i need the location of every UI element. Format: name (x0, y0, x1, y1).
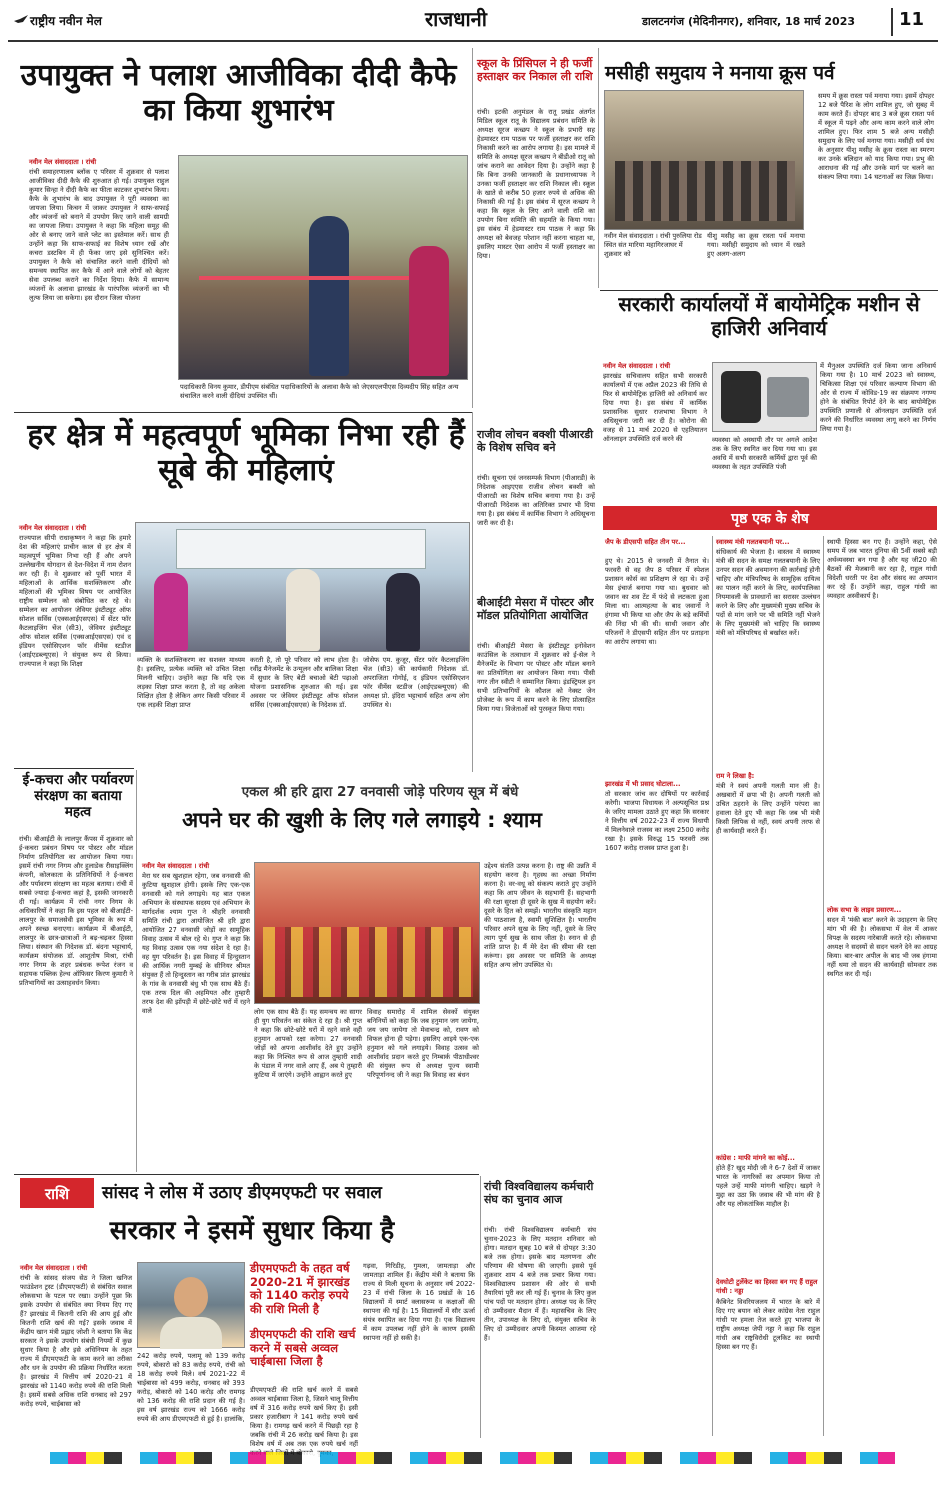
s10-sidebox2: डीएमएफटी की राशि खर्च करने में सबसे अव्वल चाईबासा जिला है (250, 1327, 356, 1369)
row-rule (14, 1174, 479, 1175)
s5-photo (135, 522, 470, 652)
s9-byline: नवीन मेल संवाददाता । रांची (142, 862, 210, 870)
s3-caption: नवीन मेल संवाददाता । रांची पुरुलिया रोड स्थित संत मारिया महागिरजाघर में शुक्रवार को (604, 232, 702, 258)
s10-col2: 242 करोड़ रुपये, पलामू को 139 करोड़ रुपये, बोकारो को 83 करोड़ रुपये, रांची को 18 करोड़ रुपये मिले। वर्ष 2021-22 में चाईबासा को 499 करोड़, धनबाद को 393 करोड़, बोकारो को 140 करोड़ और रामगढ़ को 136 करोड़ की राशि प्रदान की गई है। इस वर्ष झारखंड राज्य को 1666 करोड़ रुपये की आय डीएमएफटी से हुई है। हालांकि, (137, 1352, 245, 1423)
page-number: 11 (899, 9, 925, 30)
s9-photo-couples (263, 927, 473, 997)
s12-c2: संधिकार्य की भेजता है। वास्तव में स्वास्थ्य मंत्री की सदन के समक्ष गलतबयानी के लिए उनपर सदन की अवमानना की कार्रवाई होनी चाहिए और मंत्रिपरिषद के सामूहिक दायित्व का पालन नहीं करने के लिए, कार्यपालिका नियमावली के प्रावधानों का सरासर उल्लंघन करने के लिए और मुख्यमंत्री मुख्य सचिव के पदों से मांग जाने पर भी समिति नहीं भेजने के लिए मुख्यमंत्री को चाहिए कि स्वास्थ्य मंत्री को मंत्रिपरिषद से बर्खास्त करें। (716, 548, 820, 637)
s5-col2: व्यक्ति के सशक्तिकरण का सशक्त माध्यम है। इसलिए, प्रत्येक व्यक्ति को उचित शिक्षा मिलनी चाहिए। उन्होंने कहा कि यदि एक लड़का शिक्षा प्राप्त करता है, तो वह अकेला शिक्षित होता है लेकिन अगर किसी परिवार में एक लड़की शिक्षा प्राप्त (137, 656, 245, 709)
s4-byline: नवीन मेल संवाददाता । रांची (603, 362, 671, 370)
s4-biometric-photo (712, 362, 817, 432)
s5-col4: जोसेफ एम. कुजूर, सेंटर फॉर कैटलाइजिंग चेंज (सी3) की कार्यकारी निदेशक डॉ. अपराजिता गोगोई, द इंडियन एसोसिएशन फॉर वीमेंस स्टडीज (आईएडब्ल्यूएस) की अध्यक्ष प्रो. इंदिरा भट्टाचार्य सहित अन्य लोग उपस्थित थे। (363, 656, 469, 709)
s10-sidebox: डीएमएफटी के तहत वर्ष 2020-21 में झारखंड को 1140 करोड़ रुपये की राशि मिली है (250, 1261, 350, 1316)
col-divider (472, 412, 473, 772)
s3-headline: मसीही समुदाय ने मनाया क्रूस पर्व (605, 62, 835, 84)
s1-caption: पदाधिकारी विनय कुमार, डीपीएम संबंधित पदाधिकारियों के अलावा कैफे को जेएसएलपीएस दिव्यदीप सिंह सहित अन्य संचालित करने वाली दीदियां उपस्थित थीं। (180, 383, 459, 400)
masthead-rule (8, 40, 938, 42)
s2-body: रांची। इटकी अनुमंडल के रातू प्रखंड अंतर्गत मिडिल स्कूल रातू के विद्यालय प्रबंधन समिति के अध्यक्ष सूरज कच्छप ने स्कूल के प्रभारी सह हेडमास्टर राम पाठक पर फर्जी हस्ताक्षर कर राशि निकासी करने का आरोप लगाया है। इस मामले में समिति के अध्यक्ष सूरज कच्छप ने बीडीओ रातू को जांच कराने का आवेदन दिया है। उन्होंने कहा है कि बिना उनकी जानकारी के प्रधानाध्यापक ने उनका फर्जी हस्ताक्षर कर राशि निकाल ली। स्कूल के खाते से करीब 50 हजार रुपये से अधिक की निकासी की गई है। इस संबंध में सूरज कच्छप ने कहा कि स्कूल के लिए आने वाली राशि का उपयोग बिना समिति की सहमति के किया गया। इस संबंध में हेडमास्टर राम पाठक ने कहा कि अध्यक्ष को बेवजह परेशान नहीं करना चाहता था, इसलिए मास्टर ऐसा आरोप में फर्जी हस्ताक्षर का दिया। (477, 108, 595, 260)
s10-mp-head (174, 1277, 208, 1317)
fingerprint-icon (721, 371, 761, 423)
s12-c2b: मंत्री ने स्वयं अपनी गलती मान ली है। अखबारों में छपा भी है। अपनी गलती को उचित ठहराने के लिए उन्होंने परंपरा का हवाला देते हुए भी कहा कि जब भी मंत्री किसी लिपिक से नहीं, स्वयं अपनी तरफ से ही कार्यवाही करते हैं। (716, 782, 820, 835)
col-divider (480, 1176, 481, 1438)
s5-photo-woman (154, 573, 188, 651)
s10-mp-photo (137, 1262, 245, 1348)
s7-headline: बीआईटी मेसरा में पोस्टर और मॉडल प्रतियोगिता आयोजित (477, 596, 594, 623)
s1-body: रांची समाहरणालय ब्लॉक ए परिसर में शुक्रवार से पलाश आजीविका दीदी कैफे की शुरुआत हो गई। उपायुक्त राहुल कुमार सिन्हा ने दीदी कैफे का फीता काटकर शुभारंभ किया। कैफे के शुभारंभ के बाद उपायुक्त ने पूरी व्यवस्था का जायजा लिया। किचन में जाकर उपायुक्त ने साफ-सफाई और व्यंजनों को बनाने में उपयोग किए जाने वाली सामग्री का जायजा लिया। उपायुक्त ने कहा कि महिला समूह की ओर से बनाए जाने वाले प्लेट का इस्तेमाल करें। साथ ही उन्होंने कहा कि साफ-सफाई का विशेष ध्यान रखें और कचरा डस्टबिन में ही फेंका जाए इसे सुनिश्चित करें। उपायुक्त ने कैफे को संचालित करने वाली दीदियों को समन्वय स्थापित कर कैफे में आने वाले लोगों को बेहतर सेवा उपलब्ध कराने का निर्देश दिया। कैफे में सामान्य व्यंजनों के अलावा झारखंड के पारंपरिक व्यंजनों का भी लुत्फ लिया जा सकेगा। इस दौरान जिला योजना (29, 168, 169, 302)
s5-col3: करती है, तो पूरे परिवार को लाभ होता है। रवींद्र मैनेजमेंट के उन्मूलन और बालिका शिक्षा में सुधार के लिए बेटी बचाओ बेटी पढ़ाओ योजना प्रशासनिक शुरुआत की गई। इस अवसर पर जेवियर इंस्टीट्यूट ऑफ सोशल सर्विस (एक्सआईएसएस) के निदेशक डॉ. (250, 656, 358, 709)
s4-device-screen (767, 377, 809, 417)
s4-top-rule (600, 290, 938, 291)
s12-c1-head: जैप के डीएसपी सहित तीन पर... (605, 538, 686, 546)
s12-c1-head2: झारखंड में भी प्रसाद घोटाला... (605, 780, 681, 788)
s3-col2: यीशु मसीह का क्रूस रास्ता पर्व मनाया गया। मसीही समुदाय को ध्यान में रखते हुए अलग-अलग (707, 232, 805, 258)
s6-body: रांची। सूचना एवं जनसम्पर्क विभाग (पीआरडी) के निदेशक आइएएस राजीव लोचन बक्शी को पीआरडी का विशेष सचिव बनाया गया है। उन्हें पीआरडी निदेशक का अतिरिक्त प्रभार भी दिया गया है। इस संबंध में कार्मिक विभाग ने अधिसूचना जारी कर दी है। (477, 474, 595, 527)
s9-kicker: एकल श्री हरि द्वारा 27 वनवासी जोड़े परिणय सूत्र में बंधे (241, 784, 519, 800)
s1-byline: नवीन मेल संवाददाता । रांची (29, 158, 97, 166)
s8-body: रांची। बीआईटी के लालपुर कैंपस में शुक्रवार को ई-कचरा प्रबंधन विषय पर पोस्टर और मॉडल निर्माण प्रतियोगिता का आयोजन किया गया। इसमें रांची नगर निगम और हुलाडेक रीसाइक्लिंग कंपनी, कोलकाता के प्रतिनिधियों ने ई-कचरा और पर्यावरण संरक्षण का महत्व बताया। रांची में सबसे ज्यादा ई-कचरा कहां है, इसकी जानकारी दी गई। कार्यक्रम में रांची नगर निगम के अधिकारियों ने कहा कि इस पहल को बीआईटी-लालपुर के समाजसेवी इस भूमिका के रूप में अपने स्वच्छ बनाएगा। कार्यक्रम में बीआईटी, लालपुर के छात्र-छात्राओं ने बढ़-चढ़कर हिस्सा लिया। संस्थान की निदेशक डॉ. बंदना भट्टाचार्य, कार्यक्रम संयोजक डॉ. आशुतोष मिश्रा, रांची नगर निगम के शहर प्रबंधक रूपेश रंजन व सहायक पब्लिक हेल्थ ऑफिसर किरण कुमारी ने प्रतिभागियों का उत्साहवर्धन किया। (19, 835, 133, 987)
s10-headline2: सरकार ने इसमें सुधार किया है (109, 1216, 395, 1246)
s9-col2: लोग एक साथ बैठे हैं। यह समन्वय का सागर ही युग परिवर्तन का संकेत दे रहा है। श्री गुप्त ने कहा कि छोटे-छोटे घरों में रहने वाले वही हनुमान आपको रक्षा करेगा। 27 वनवासी जोड़ों को अपना आशीर्वाद देते हुए उन्होंने कहा कि निश्चित रूप से आज तुम्हारी शादी के पंडाल में नगर वाले आए हैं, अब ये तुम्हारी कुटिया में जाएंगे। उन्होंने आह्वान करते हुए (254, 1008, 362, 1079)
s10-col3: डीएमएफटी की राशि खर्च करने में सबसे अव्वल चाईबासा जिला है, जिसने चालू वित्तीय वर्ष में 316 करोड़ रुपये खर्च किए हैं। इसी प्रकार हजारीबाग ने 141 करोड़ रुपये खर्च किया है। रामगढ़ खर्च करने में पिछड़ी रहा है जबकि रांची में 26 करोड़ खर्च किया है। इस विशेष वर्ष में अब तक एक रुपये खर्च नहीं (250, 1386, 358, 1448)
section-name: राजधानी (425, 7, 487, 31)
s10-byline: नवीन मेल संवाददाता । रांची (20, 1264, 88, 1272)
s12-c3: स्थायी हिस्सा बन गए हैं। उन्होंने कहा, ऐसे समय में जब भारत दुनिया की 5वीं सबसे बड़ी अर्थव्यवस्था बन गया है और यह जी20 की बैठकों की मेजबानी कर रहा है, राहुल गांधी विदेशी धरती पर देश और संसद का अपमान कर रहे हैं। उन्होंने कहा, राहुल गांधी का व्यवहार अस्वीकार्य है। (827, 538, 937, 600)
s5-photo-banner (176, 529, 426, 569)
s10-body: रांची के सांसद संजय सेठ ने जिला खनिज फाउंडेशन ट्रस्ट (डीएमएफटी) से संबंधित सवाल लोकसभा के पटल पर रखा। उन्होंने पूछा कि इसके उपयोग से संबंधित क्या नियम दिए गए हैं? झारखंड में कितनी राशि की आय हुई और कितनी राशि खर्च की गई? इसके जवाब में केंद्रीय खान मंत्री प्रह्लाद जोशी ने बताया कि केंद्र सरकार ने इसके उपयोग संबंधी नियमों में कुछ सुधार किया है और इसे अधिनियम के तहत राज्य में डीएमएफटी के काम करने का तरीका और धन के उपयोग की प्रक्रिया निर्धारित करता है। झारखंड में वित्तीय वर्ष 2020-21 में झारखंड को 1140 करोड़ रुपये की राशि मिली है। इसमें सबसे अधिक राशि धनबाद को 297 करोड़ रुपये, चाईबासा को (20, 1274, 132, 1408)
s4-headline: सरकारी कार्यालयों में बायोमेट्रिक मशीन से हाजिरी अनिवार्य (618, 292, 920, 340)
col-divider (712, 536, 713, 1436)
s1-photo-woman (409, 246, 449, 376)
s12-banner-text: पृष्ठ एक के शेष (731, 511, 809, 527)
s4-col3: में मैनुअल उपस्थिति दर्ज किया जाना अनिवार्य किया गया है। 10 मार्च 2023 को स्वास्थ्य, चिकित्सा शिक्षा एवं परिवार कल्याण विभाग की ओर से राज्य में कोविड-19 का संक्रमण नगण्य होने के संबंधित रिपोर्ट देने के बाद बायोमेट्रिक उपस्थिति प्रणाली से ऑनलाइन उपस्थिति दर्ज करने की निर्धारित व्यवस्था लागू करने का निर्णय लिया गया है। (820, 362, 936, 433)
s2-headline: स्कूल के प्रिंसिपल ने ही फर्जी हस्ताक्षर कर निकाल ली राशि (477, 57, 593, 84)
s3-col3: समय में क्रूस रास्ता पर्व मनाया गया। इसमें दोपहर 12 बजे पैरिश के लोग शामिल हुए, जो सुबह में काम करते हैं। दोपहर बाद 3 बजे क्रूस रास्ता पर्व में स्कूल में पढ़ने और अन्य काम करने वाले लोग शामिल हुए। फिर शाम 5 बजे अन्य मसीही समुदाय के लिए पर्व मनाया गया। मसीही धर्म ग्रंथ के अनुसार यीशु मसीह के क्रूस रास्ता का स्मरण कर उनके बलिदान को याद किया गया। प्रभु की आराधना की गई और उनके मार्ग पर चलने का संकल्प लिया गया। 14 घटनाओं का जिक्र किया। (818, 92, 934, 181)
s12-c2-head2: राम ने लिखा है: (716, 772, 755, 780)
s4-col2: व्यवस्था को अस्थायी तौर पर अगले आदेश तक के लिए स्थगित कर दिया गया था। इस अवधि में सभी सरकारी कर्मियों द्वारा पूर्व की व्यवस्था के तहत उपस्थिति पंजी (712, 436, 817, 471)
s12-c2-head: स्वास्थ्य मंत्री गलतबयानी पर... (716, 538, 790, 546)
s9-col3: विवाह समारोह में शामिल सेवकों संयुक्त बनिनियों को कहा कि जब हनुमान जग जायेगा, जय जय जायेगा तो मेवाचन्द्र को, रावण को विफल होना ही पड़ेगा। इसलिए आइये एक-एक हनुमान को गले लगाइये। विवाह उत्सव को आशीर्वाद प्रदान करते हुए निम्बार्क पीठाधीश्वर की संयुक्त रूप से अध्यक्ष पूज्य स्वामी परिपूर्णानन्द जी ने कहा कि विवाह का बंधन (367, 1008, 479, 1079)
s12-c3-head: लोक सभा के लाइव प्रसारण... (827, 906, 902, 914)
col-divider (598, 48, 599, 288)
s11-body: रांची। रांची विश्वविद्यालय कर्मचारी संघ चुनाव-2023 के लिए मतदान शनिवार को होगा। मतदान सुबह 10 बजे से दोपहर 3:30 बजे तक होगा। इसके बाद मतगणना और परिणाम की घोषणा की जाएगी। इससे पूर्व शुक्रवार शाम 4 बजे तक प्रचार किया गया। विश्वविद्यालय प्रशासन की ओर से सभी तैयारियां पूरी कर ली गई हैं। चुनाव के लिए कुल पांच पदों पर मतदान होगा। अध्यक्ष पद के लिए दो उम्मीदवार मैदान में हैं। महासचिव के लिए तीन, उपाध्यक्ष के लिए दो, संयुक्त सचिव के लिए दो उम्मीदवार अपनी किस्मत आजमा रहे हैं। (484, 1226, 596, 1342)
s1-photo (178, 155, 468, 380)
s6-headline: राजीव लोचन बक्शी पीआरडी के विशेष सचिव बने (477, 428, 593, 455)
s9-col4: उद्देश्य संतति उत्पन्न करना है। राष्ट्र की उन्नति में सहयोग करना है। गृहस्थ का अच्छा निर्माण करना है। वर-वधू को संकल्प कराते हुए उन्होंने कहा कि आप जीवन के सहभागी हैं। सहभागी की रक्षा सुरक्षा ही दूसरे के सुख में सहयोग करें। दूसरे के हित को समझें। भारतीय संस्कृति महान की पाठशाला है, स्वामी सुशिक्षित है। भारतीय परिवार अपने सुख के लिए नहीं, दूसरे के लिए त्याग पूर्ण सुख के साथ जीता है। स्नान से ही शांति प्राप्त है। मैं मेरे देश की सीमा की रक्षा करूंगा। इस अवसर पर समिति के अध्यक्ष सहित अन्य लोग उपस्थित थे। (484, 862, 596, 969)
s1-headline: उपायुक्त ने पलाश आजीविका दीदी कैफे का किया शुभारंभ (20, 58, 457, 129)
s10-kicker: राशि (44, 1185, 70, 1203)
s4-col1: झारखंड सचिवालय सहित सभी सरकारी कार्यालयों में एक अप्रैल 2023 की तिथि से फिर से बायोमेट्रिक हाजिरी को अनिवार्य कर दिया गया है। इस संबंध में कार्मिक प्रशासनिक सुधार राजभाषा विभाग ने अधिसूचना जारी कर दी है। कोरोना की वजह से 11 मार्च 2020 से एहतियातन ऑनलाइन उपस्थिति दर्ज करने की (603, 372, 707, 443)
paper-name: राष्ट्रीय नवीन मेल (30, 14, 102, 28)
s12-c3b: सदन में 'मंकी बात' करने के उदाहरण के लिए मांग भी की है। लोकसभा में वेल में आकर विपक्ष के सदस्य नारेबाजी करते रहे। लोकसभा अध्यक्ष ने सदस्यों से सदन चलने देने का आग्रह किया। बार-बार अपील के बाद भी जब हंगामा नहीं थमा तो सदन की कार्यवाही सोमवार तक स्थगित कर दी गई। (827, 916, 937, 978)
s12-c2-head3: कांग्रेस : माफी मांगने का कोई... (716, 1154, 795, 1162)
s12-c1: हुए थे। 2015 से जनवरी में तैनात थे। फरवरी से वह जैप 8 परिसर में स्पेशल प्रशासन कोर्स का प्रशिक्षण ले रहा थे। उन्हें मेस इंचार्ज बनाया गया था। बुधवार को जवान का शव टेंट में फंदे से लटकता हुआ मिला था। आत्महत्या के बाद जवानों ने हंगामा भी किया था और जैप के बड़े कर्मियों की निंदा भी की थी। साथी जवान और परिजनों ने डीएसपी सहित तीन पर प्रताड़ना का आरोप लगाया था। (605, 557, 709, 646)
s5-byline: नवीन मेल संवाददाता । रांची (19, 524, 87, 532)
s10-headline: सांसद ने लोस में उठाए डीएमएफटी पर सवाल (102, 1183, 382, 1203)
s1-photo-person (309, 216, 349, 376)
col-divider (823, 536, 824, 1436)
bird-logo-icon (14, 12, 28, 24)
print-register-bar (50, 1452, 895, 1464)
s12-c2c: होते हैं? खुद मोदी जी ने 6-7 देशों में जाकर भारत के नागरिकों का अपमान किया तो पहले उन्हें माफी मांगनी चाहिए। खड़गे ने मुद्दा का उठा कि जवाब की भी मांग की है और यह लोकतांत्रिक माहौल है। (716, 1164, 820, 1208)
s3-photo (604, 90, 804, 230)
row-rule (14, 412, 472, 413)
dateline: डालटनगंज (मेदिनीनगर), शनिवार, 18 मार्च 2023 (642, 15, 856, 28)
page-number-divider (891, 8, 893, 36)
s12-c2d: कैबिनेट विवरियजलय में भारत के बारे में दिए गए बयान को लेकर कांग्रेस नेता राहुल गांधी पर हमला तेज करते हुए भाजपा के राष्ट्रीय अध्यक्ष जेपी नड्डा ने कहा कि राहुल गांधी अब राष्ट्रविरोधी टूलकिट का स्थायी हिस्सा बन गए हैं। (716, 1298, 820, 1351)
s12-c1b: तो सरकार जांच कर दोषियों पर कार्रवाई करेगी। भाजपा विधायक ने अल्पसूचित प्रश्न के जरिए मामला उठाते हुए कहा कि सरकार ने वित्तीय वर्ष 2022-23 में राज्य विधायी में मिलनेवाले राजस्व का लक्ष्य 2500 करोड़ रखा है। इसके विरुद्ध 15 फरवरी तक 1607 करोड़ राजस्व प्राप्त हुआ है। (605, 790, 709, 852)
s3-photo-crowd (615, 161, 795, 221)
s9-photo (254, 862, 480, 1004)
s10-kicker-box (20, 1178, 94, 1208)
s12-c2-head4: देवघोटी टुर्लेकेट का हिस्सा बन गए हैं राहुल गांधी : नड्डा (716, 1278, 818, 1295)
row-rule (14, 768, 134, 769)
s10-col4: गढ़वा, गिरिडीह, गुमला, जामताड़ा और जामताड़ा शामिल हैं। केंद्रीय मंत्री ने बताया कि राज्य से मिली सूचना के अनुसार वर्ष 2022-23 में रांची जिला के 16 प्रखंडों के 16 विद्यालयों में स्मार्ट क्लासरूम व कक्षाओं की स्थापना की गई है। 15 विद्यालयों में सौर ऊर्जा संयंत्र स्थापित कर दिया गया है। एक विद्यालय में काम उपलब्ध नहीं होने के कारण इसकी स्थापना नहीं हो सकी है। (363, 1262, 475, 1342)
s5-body: राज्यपाल सीपी राधाकृष्णन ने कहा कि हमारे देश की महिलाएं प्राचीन काल से हर क्षेत्र में महत्वपूर्ण भूमिका निभा रही हैं और अपने उल्लेखनीय योगदान से देश-विदेश में नाम रोशन कर रही हैं। वे शुक्रवार को पूर्वी भारत में महिलाओं के आर्थिक सशक्तिकरण और महिलाओं की भूमिका विषय पर आयोजित राष्ट्रीय सम्मेलन को संबोधित कर रहे थे। सम्मेलन का आयोजन जेवियर इंस्टीट्यूट ऑफ सोशल सर्विस (एक्सआईएसएस) में सेंटर फॉर कैटलाइजिंग चेंज (सी3), जेवियर इंस्टीट्यूट ऑफ सोशल सर्विस (एक्सआईएसएस) एवं द इंडियन एसोसिएशन फॉर वीमेंस स्टडीज (आईएडब्ल्यूएस) ने संयुक्त रूप से किया। राज्यपाल ने कहा कि शिक्षा (19, 534, 131, 668)
s9-headline: अपने घर की खुशी के लिए गले लगाइये : श्याम (182, 808, 542, 832)
s5-headline: हर क्षेत्र में महत्वपूर्ण भूमिका निभा रही हैं सूबे की महिलाएं (27, 418, 465, 489)
s11-headline: रांची विश्वविद्यालय कर्मचारी संघ का चुनाव आज (484, 1180, 594, 1207)
masthead (0, 0, 945, 50)
s12-banner (603, 506, 937, 530)
s5-photo-guest (286, 569, 320, 651)
s8-headline: ई-कचरा और पर्यावरण संरक्षण का बताया महत्व (22, 772, 134, 820)
s9-body: मेरा घर सब खुशहाल रहेगा, जब वनवासी की कुटिया खुशहाल होगी। इसके लिए एक-एक वनवासी को गले लगाइये। यह बात एकल अभियान के संस्थापक सदस्य एवं अभियान के मार्गदर्शक श्याम गुप्त ने श्रीहरि वनवासी समिति रांची द्वारा आयोजित श्री हरि द्वारा आयोजित 27 वनवासी जोड़ों का सामूहिक विवाह उत्सव में बोल रहे थे। गुप्त ने कहा कि यह विवाह उत्सव एक नया संदेश दे रहा है। वह युग परिवर्तन है। इस विवाह में हिन्दुस्तान की आर्थिक नगरी मुम्बई के सीनियर श्रीमत संयुक्त हैं तो हिन्दुस्तान का गरीब प्रांत झारखंड के गांव के वनवासी बंधु भी एक साथ बैठे हैं। एक तरफ दिल की अहमियत और तुम्हारी तरफ देश की झोंपड़ी में छोटे-छोटे घरों में रहने वाले (142, 872, 250, 1015)
col-divider (472, 48, 473, 408)
s10-mp-body (160, 1317, 222, 1349)
s7-body: रांची। बीआईटी मेसरा के इंस्टीट्यूट इनोवेशन काउंसिल के तत्वाधान में शुक्रवार को ई-सेल ने मैनेजमेंट के विभाग पर पोस्टर और मॉडल बनाने का प्रतियोगिता का आयोजन किया गया। पीसी नगर तीन स्वीटी ने सम्मानित किया। इंडस्ट्रियल इन सभी प्रतिभागियों के कौशल को नेक्स्ट जेन प्रोजेक्ट के रूप में काम करने के लिए प्रोत्साहित किया गया। विजेताओं को पुरस्कृत किया गया। (477, 642, 595, 713)
s5-photo-guest2 (386, 573, 420, 651)
